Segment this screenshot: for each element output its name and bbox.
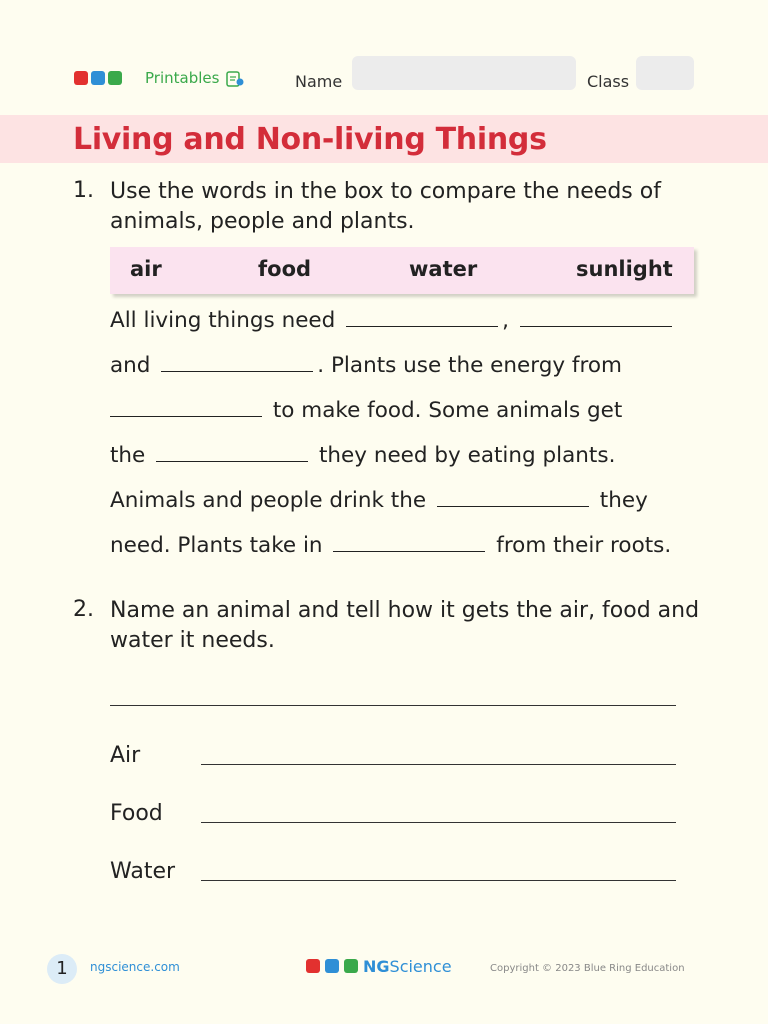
blank-6[interactable] [437,486,589,507]
logo-red-square [74,71,88,85]
logo-blue-square [91,71,105,85]
line-4-pre: the [110,443,146,468]
food-label: Food [110,801,163,826]
line-1-comma: , [502,308,509,333]
blank-7[interactable] [333,531,485,552]
blank-1[interactable] [346,306,498,327]
class-field[interactable] [636,56,694,90]
line-5-pre: Animals and people drink the [110,488,427,513]
blank-5[interactable] [156,441,308,462]
word-air: air [130,257,162,281]
word-food: food [258,257,312,281]
printables-icon [226,70,244,88]
copyright-text: Copyright © 2023 Blue Ring Education [490,963,685,974]
footer-logo-blue [325,959,339,973]
line-6-pre: need. Plants take in [110,533,323,558]
air-label: Air [110,743,141,768]
line-6-post: from their roots. [496,533,672,558]
name-field[interactable] [352,56,576,90]
blank-3[interactable] [161,351,313,372]
question-2-number: 2. [73,597,94,622]
page-number: 1 [47,954,77,984]
page-title: Living and Non-living Things [73,122,547,157]
question-1-text: Use the words in the box to compare the needs of animals, people and plants. [110,179,661,234]
water-answer-line[interactable] [201,880,676,881]
footer-logo-red [306,959,320,973]
footer-url-link[interactable]: ngscience.com [90,960,180,974]
footer-logo-green [344,959,358,973]
blank-2[interactable] [520,306,672,327]
line-1-text: All living things need [110,308,336,333]
printables-label: Printables [145,69,220,87]
water-label: Water [110,859,176,884]
paragraph-line-3 [110,396,622,426]
animal-answer-line[interactable] [110,705,676,706]
line-4-post: they need by eating plants. [318,443,616,468]
paragraph-line-4 [110,441,615,471]
line-2-pre: and [110,353,151,378]
line-5-post: they [599,488,648,513]
word-sunlight: sunlight [576,257,673,281]
question-1-number: 1. [73,178,94,203]
paragraph-line-6 [110,531,671,561]
paragraph-line-1 [110,306,676,336]
logo-green-square [108,71,122,85]
paragraph-line-2 [110,351,622,381]
line-3-post: to make food. Some animals get [272,398,623,423]
air-answer-line[interactable] [201,764,676,765]
question-2-text: Name an animal and tell how it gets the air, food and water it needs. [110,598,700,653]
footer-brand-science: Science [389,957,452,976]
paragraph-line-5 [110,486,648,516]
word-water: water [409,257,478,281]
footer-brand [363,957,452,976]
footer-brand-ng: NG [363,957,390,976]
food-answer-line[interactable] [201,822,676,823]
line-2-post: . Plants use the energy from [317,353,622,378]
name-label: Name [295,72,343,91]
blank-4[interactable] [110,396,262,417]
class-label: Class [587,72,630,91]
